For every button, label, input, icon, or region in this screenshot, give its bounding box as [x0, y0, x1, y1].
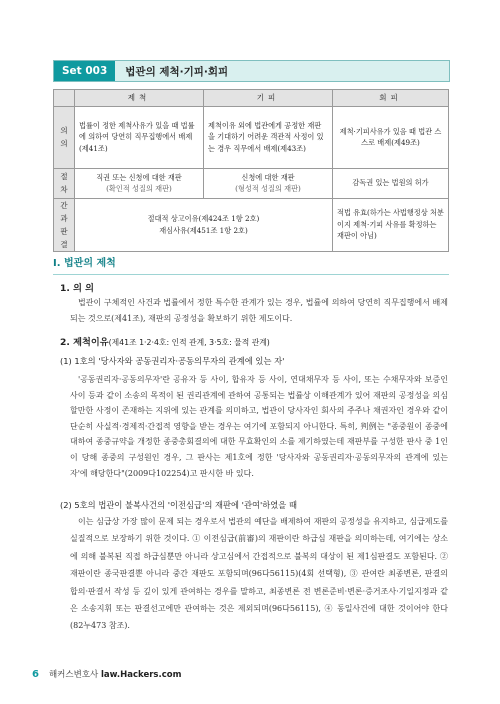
table-cell [204, 168, 333, 198]
page-number: 6 [32, 668, 39, 680]
set-header [53, 60, 450, 82]
corner-cell [54, 90, 75, 107]
row-header: 절차 [54, 168, 75, 198]
subheading-1: (1) 1호의 '당사자와 공동권리자·공동의무자의 관계에 있는 자' [60, 356, 285, 366]
row-header: 간과판결 [54, 198, 75, 251]
table-cell: 법률이 정한 제척사유가 있을 때 법률에 의하여 당연히 직무집행에서 배제(제41조) [75, 106, 204, 168]
cell-line: 신청에 대한 재판 [241, 172, 295, 182]
set-label: Set 003 [54, 61, 115, 81]
paragraph-2: 이는 심급상 가장 많이 문제 되는 경우로서 법관의 예단을 배제하여 재판의 공정성을 유지하고, 심급제도를 실질적으로 보장하기 위한 것이다. ① 이전심급(前審)의 재판이란 하급심 재판을 의미하는데, 여기에는 상소에 의해 불복된 직접 하급심뿐만 아니라 상고심에서 간접적으로 불복의 대상이 된 제1심판결도 포함된다. ② 재판이란 종국판결뿐 아니라 중간 재판도 포함되며(96다56115)(4회 선택형), ③ 관여란 최종변론, 판결의 합의·판결서 작성 등 깊이 있게 관여하는 경우를 말하고, 최종변론 전 변론준비·변론·증거조사·기일지정과 같은 소송지휘 또는 판결선고에만 관여하는 것은 제외되며(96다56115), ④ 동일사건에 대한 것이어야 한다(82누473 참조). [70, 517, 448, 631]
table-cell: 적법 유효(하가는 사법행정상 처분이지 제척·기피 사유를 확정하는 재판이 아님) [333, 198, 449, 251]
table-row [54, 106, 449, 168]
cell-line: (형성적 성질의 재판) [235, 184, 301, 193]
cell-line: 재심사유(제451조 1항 2호) [159, 225, 248, 235]
cell-line: 직권 또는 신청에 대한 재판 [96, 172, 182, 182]
table-cell: 제척·기피사유가 있음 때 법관 스스로 배제(제49조) [333, 106, 449, 168]
heading-grounds-main: 2. 제척이유 [60, 337, 109, 348]
table-row [54, 168, 449, 198]
brand-site: law.Hackers.com [100, 670, 182, 680]
column-header: 제척 [75, 90, 204, 107]
column-header: 회피 [333, 90, 449, 107]
heading-grounds-sub: (제41조 1·2·4호: 인적 관계, 3·5호: 물적 관계) [108, 338, 270, 347]
table-header-row [54, 90, 449, 107]
brand-prefix: 해커스변호사 [48, 670, 99, 680]
column-header: 기피 [204, 90, 333, 107]
brand [49, 668, 181, 680]
cell-line: (확인적 성질의 재판) [106, 184, 172, 193]
set-title: 법관의 제척·기피·회피 [115, 61, 449, 81]
section-heading [53, 254, 449, 275]
cell-line: 절대적 상고이유(제424조 1항 2호) [147, 214, 260, 223]
subheading-2: (2) 5호의 법관이 불복사건의 '이전심급'의 재판에 '관여'하였을 때 [60, 500, 297, 510]
table-cell: 제척이유 외에 법관에게 공정한 재판을 기대하기 어려운 객관적 사정이 있는 경우 직무에서 배제(제43조) [204, 106, 333, 168]
table-row [54, 198, 449, 251]
page-footer [32, 668, 181, 680]
comparison-table [53, 89, 449, 252]
heading-meaning: 1. 의 의 [60, 283, 95, 294]
heading-grounds [60, 334, 270, 348]
table-cell [75, 198, 333, 251]
table-cell: 감독권 있는 법원의 허가 [333, 168, 449, 198]
row-header: 의의 [54, 106, 75, 168]
table-cell [75, 168, 204, 198]
section-title: Ⅰ. 법관의 제척 [53, 254, 449, 275]
paragraph-1: '공동권리자·공동의무자'란 공유자 등 사이, 합유자 등 사이, 연대채무자 등 사이, 또는 수채무자와 보증인 사이 등과 같이 소송의 목적이 된 권리관계에 관하여 공통되는 법률상 이해관계가 있어 재판의 공정성을 의심할만한 사정이 존재하는 지위에 있는 관계를 의미하고, 법관이 당사자인 회사의 주주나 채권자인 경우와 같이 단순히 사실적·경제적·간접적 영향을 받는 경우는 여기에 포함되지 아니한다. 특히, 判例는 "종중원이 종중에 대하여 종중규약을 개정한 종중총회결의에 대한 무효확인의 소를 제기하였는데 재판부를 구성한 판사 중 1인이 당해 종중의 구성원인 경우, 그 판사는 제1호에 정한 '당사자와 공동권리자·공동의무자의 관계에 있는 자'에 해당한다"(2009다102254)고 판시한 바 있다. [70, 375, 448, 478]
paragraph-meaning: 법관이 구체적인 사건과 법률에서 정한 특수한 관계가 있는 경우, 법률에 의하여 당연히 직무집행에서 배제되는 것으로(제41조), 재판의 공정성을 확보하기 위한 제도이다. [70, 298, 448, 323]
